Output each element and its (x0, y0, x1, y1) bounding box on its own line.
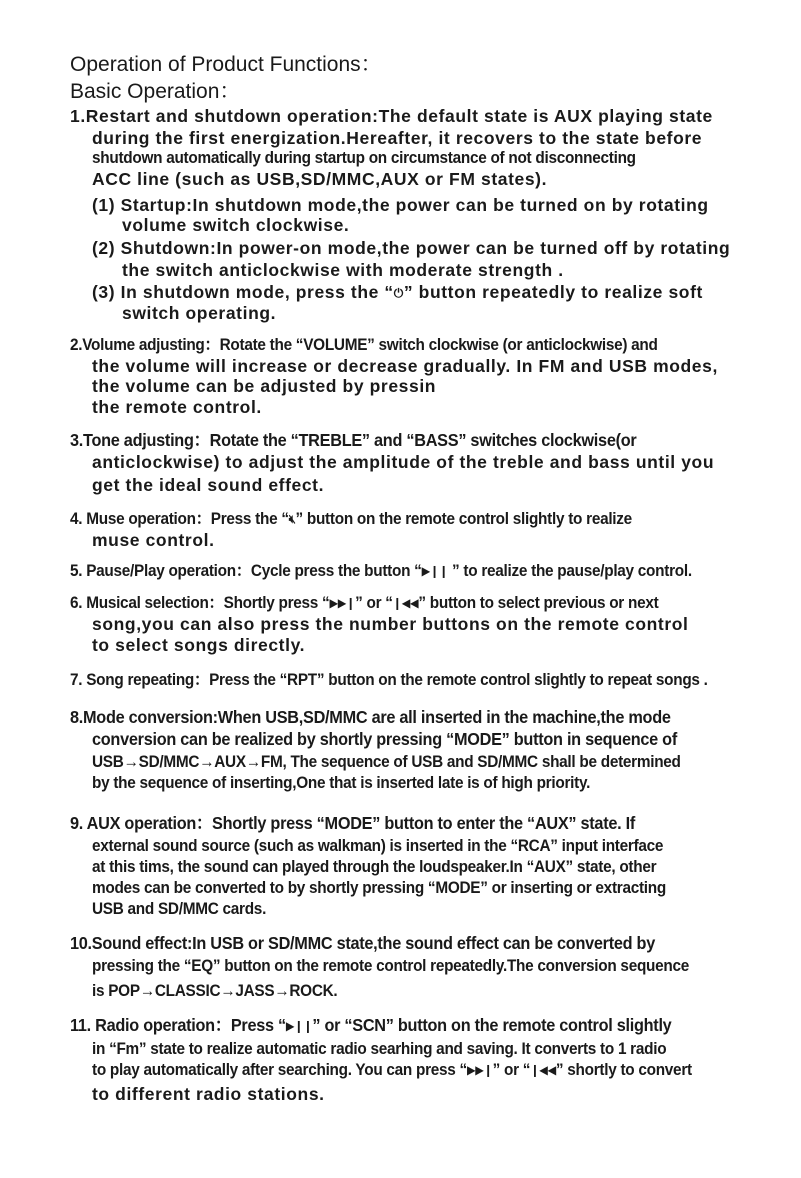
item-1-sub-3-line-1: (3) In shutdown mode, press the “⏻” button repeatedly to realize soft (92, 282, 703, 302)
section-title: Basic Operation： (70, 80, 241, 103)
next-track-icon: ▶▶❙ (466, 1063, 493, 1077)
item-9-line-1: 9. AUX operation：Shortly press “MODE” button to enter the “AUX” state. If (70, 813, 635, 833)
item-11-line-3: to play automatically after searching. You can press “▶▶❙” or “❙◀◀” shortly to convert (92, 1061, 692, 1079)
item-11-line-1: 11. Radio operation：Press “▶❙❙” or “SCN” button on the remote control slightly (70, 1015, 672, 1035)
item-1-line-3: shutdown automatically during startup on circumstance of not disconnecting (92, 149, 636, 167)
page-title: Operation of Product Functions： (70, 53, 382, 76)
item-8-line-1: 8.Mode conversion:When USB,SD/MMC are all inserted in the machine,the mode (70, 707, 671, 727)
item-1-sub-2-line-2: the switch anticlockwise with moderate strength . (122, 260, 564, 280)
item-3-line-1: 3.Tone adjusting：Rotate the “TREBLE” and “BASS” switches clockwise(or (70, 430, 637, 450)
item-5-line-1: 5. Pause/Play operation：Cycle press the button “▶❙❙ ” to realize the pause/play control. (70, 562, 692, 580)
item-2-line-4: the remote control. (92, 397, 262, 417)
item-4-line-2: muse control. (92, 530, 215, 550)
previous-track-icon: ❙◀◀ (530, 1063, 556, 1077)
item-8-line-3: USB→SD/MMC→AUX→FM, The sequence of USB and SD/MMC shall be determined (92, 753, 681, 771)
item-2-line-1: 2.Volume adjusting：Rotate the “VOLUME” switch clockwise (or anticlockwise) and (70, 336, 658, 354)
item-7-line-1: 7. Song repeating：Press the “RPT” button on the remote control slightly to repeat songs . (70, 671, 708, 689)
next-track-icon: ▶▶❙ (329, 596, 356, 610)
item-9-line-3: at this tims, the sound can played through the loudspeaker.In “AUX” state, other (92, 858, 657, 876)
item-6-line-2: song,you can also press the number buttons on the remote control (92, 614, 689, 634)
item-3-line-2: anticlockwise) to adjust the amplitude of the treble and bass until you (92, 452, 715, 472)
item-1-sub-3-line-2: switch operating. (122, 303, 277, 323)
item-11-line-2: in “Fm” state to realize automatic radio searhing and saving. It converts to 1 radio (92, 1040, 667, 1058)
item-2-line-2: the volume will increase or decrease gradually. In FM and USB modes, (92, 356, 718, 376)
item-10-line-2: pressing the “EQ” button on the remote control repeatedly.The conversion sequence (92, 957, 690, 975)
item-6-line-3: to select songs directly. (92, 635, 306, 655)
mute-icon: 🔇︎ (288, 512, 296, 526)
item-6-line-1: 6. Musical selection：Shortly press “▶▶❙” or “❙◀◀” button to select previous or next (70, 594, 659, 612)
item-9-line-4: modes can be converted to by shortly pressing “MODE” or inserting or extracting (92, 879, 666, 897)
item-4-line-1: 4. Muse operation：Press the “🔇︎” button on the remote control slightly to realize (70, 510, 632, 528)
item-1-sub-2-line-1: (2) Shutdown:In power-on mode,the power can be turned off by rotating (92, 238, 731, 258)
item-3-line-3: get the ideal sound effect. (92, 475, 325, 495)
item-1-sub-1-line-2: volume switch clockwise. (122, 215, 350, 235)
item-8-line-4: by the sequence of inserting,One that is inserted late is of high priority. (92, 774, 591, 792)
item-11-line-4: to different radio stations. (92, 1084, 325, 1104)
play-pause-icon: ▶❙❙ (285, 1019, 313, 1033)
item-1-line-4: ACC line (such as USB,SD/MMC,AUX or FM states). (92, 169, 548, 189)
item-9-line-5: USB and SD/MMC cards. (92, 900, 267, 918)
item-10-line-1: 10.Sound effect:In USB or SD/MMC state,the sound effect can be converted by (70, 933, 655, 953)
item-1-line-2: during the first energization.Hereafter, it recovers to the state before (92, 128, 703, 148)
item-9-line-2: external sound source (such as walkman) is inserted in the “RCA” input interface (92, 837, 664, 855)
item-1-line-1: 1.Restart and shutdown operation:The default state is AUX playing state (70, 106, 713, 126)
item-2-line-3: the volume can be adjusted by pressin (92, 376, 437, 396)
power-icon: ⏻ (393, 286, 404, 300)
item-10-line-3: is POP→CLASSIC→JASS→ROCK. (92, 982, 338, 1000)
item-8-line-2: conversion can be realized by shortly pressing “MODE” button in sequence of (92, 729, 677, 749)
item-1-sub-1-line-1: (1) Startup:In shutdown mode,the power can be turned on by rotating (92, 195, 709, 215)
play-pause-icon: ▶❙❙ (421, 564, 449, 578)
previous-track-icon: ❙◀◀ (392, 596, 419, 610)
